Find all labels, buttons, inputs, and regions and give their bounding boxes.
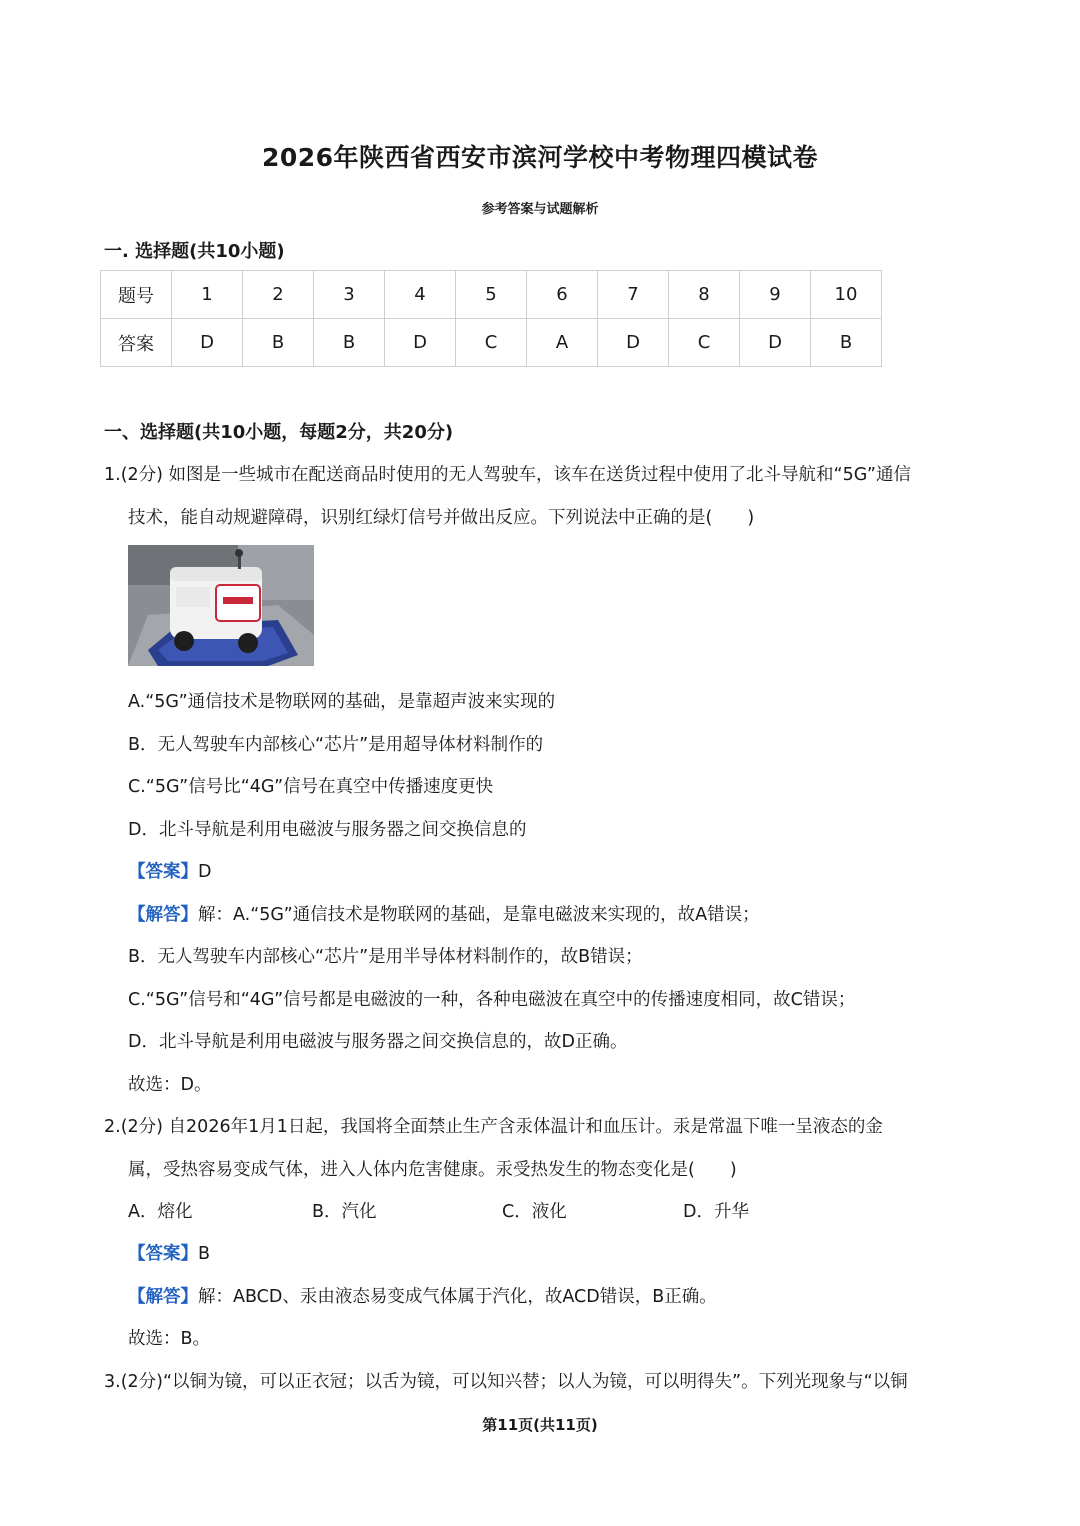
q2-option-c: C．液化 <box>502 1202 567 1222</box>
q2-conclusion: 故选：B。 <box>128 1329 211 1349</box>
page-title: 2026年陕西省西安市滨河学校中考物理四模试卷 <box>261 143 819 172</box>
q2-answer <box>128 1240 210 1265</box>
table-cell: 6 <box>527 271 598 319</box>
q1-answer <box>128 858 211 883</box>
analysis-tag: 【解答】 <box>128 1287 198 1307</box>
delivery-robot-photo <box>128 545 314 666</box>
analysis-text: 解：A.“5G”通信技术是物联网的基础，是靠电磁波来实现的，故A错误； <box>198 905 760 925</box>
table-cell: 1 <box>172 271 243 319</box>
q1-conclusion: 故选：D。 <box>128 1075 212 1095</box>
table-cell: D <box>740 319 811 367</box>
q2-stem-line2: 属，受热容易变成气体，进入人体内危害健康。汞受热发生的物态变化是( ) <box>128 1160 737 1180</box>
q2-option-d: D．升华 <box>683 1202 749 1222</box>
answer-value: D <box>198 862 212 882</box>
table-cell: D <box>385 319 456 367</box>
q1-analysis-line2: B．无人驾驶车内部核心“芯片”是用半导体材料制作的，故B错误； <box>128 947 643 967</box>
q1-analysis-line3: C.“5G”信号和“4G”信号都是电磁波的一种，各种电磁波在真空中的传播速度相同，故C错误； <box>128 990 856 1010</box>
table-header-cell: 答案 <box>101 319 172 367</box>
q1-option-c: C.“5G”信号比“4G”信号在真空中传播速度更快 <box>128 777 494 797</box>
table-cell: 2 <box>243 271 314 319</box>
q1-analysis-line1 <box>128 901 760 926</box>
page-subtitle: 参考答案与试题解析 <box>481 202 599 217</box>
q1-stem-line2: 技术，能自动规避障碍，识别红绿灯信号并做出反应。下列说法中正确的是( ) <box>128 508 755 528</box>
answer-tag: 【答案】 <box>128 862 198 882</box>
table-cell: B <box>243 319 314 367</box>
table-cell: B <box>811 319 882 367</box>
table-cell: 5 <box>456 271 527 319</box>
q2-option-a: A．熔化 <box>128 1202 193 1222</box>
table-cell: A <box>527 319 598 367</box>
table-cell: D <box>598 319 669 367</box>
table-cell: 9 <box>740 271 811 319</box>
q1-stem-line1: 1.(2分) 如图是一些城市在配送商品时使用的无人驾驶车，该车在送货过程中使用了北斗导航和“5G”通信 <box>104 465 911 485</box>
answer-tag: 【答案】 <box>128 1244 198 1264</box>
table-cell: B <box>314 319 385 367</box>
page-footer: 第11页(共11页) <box>482 1416 598 1434</box>
q1-option-b: B．无人驾驶车内部核心“芯片”是用超导体材料制作的 <box>128 735 544 755</box>
answer-value: B <box>198 1244 211 1264</box>
table-cell: C <box>669 319 740 367</box>
q1-analysis-line4: D．北斗导航是利用电磁波与服务器之间交换信息的，故D正确。 <box>128 1032 628 1052</box>
table-row <box>101 271 882 319</box>
q1-option-d: D．北斗导航是利用电磁波与服务器之间交换信息的 <box>128 820 527 840</box>
analysis-tag: 【解答】 <box>128 905 198 925</box>
q2-option-b: B．汽化 <box>312 1202 377 1222</box>
table-cell: 8 <box>669 271 740 319</box>
table-row <box>101 319 882 367</box>
analysis-text: 解：ABCD、汞由液态易变成气体属于汽化，故ACD错误，B正确。 <box>198 1287 717 1307</box>
q3-stem-line1: 3.(2分)“以铜为镜，可以正衣冠；以舌为镜，可以知兴替；以人为镜，可以明得失”。下列光现象与“以铜 <box>104 1372 908 1392</box>
q1-option-a: A.“5G”通信技术是物联网的基础，是靠超声波来实现的 <box>128 692 556 712</box>
table-cell: 4 <box>385 271 456 319</box>
table-cell: D <box>172 319 243 367</box>
table-cell: C <box>456 319 527 367</box>
section-heading-answer-table: 一. 选择题(共10小题) <box>104 241 285 262</box>
answer-table <box>100 270 882 367</box>
table-header-cell: 题号 <box>101 271 172 319</box>
table-cell: 7 <box>598 271 669 319</box>
table-cell: 10 <box>811 271 882 319</box>
q2-analysis <box>128 1283 717 1308</box>
q2-stem-line1: 2.(2分) 自2026年1月1日起，我国将全面禁止生产含汞体温计和血压计。汞是常温下唯一呈液态的金 <box>104 1117 883 1137</box>
section-heading-choice: 一、选择题(共10小题，每题2分，共20分) <box>104 422 454 443</box>
table-cell: 3 <box>314 271 385 319</box>
